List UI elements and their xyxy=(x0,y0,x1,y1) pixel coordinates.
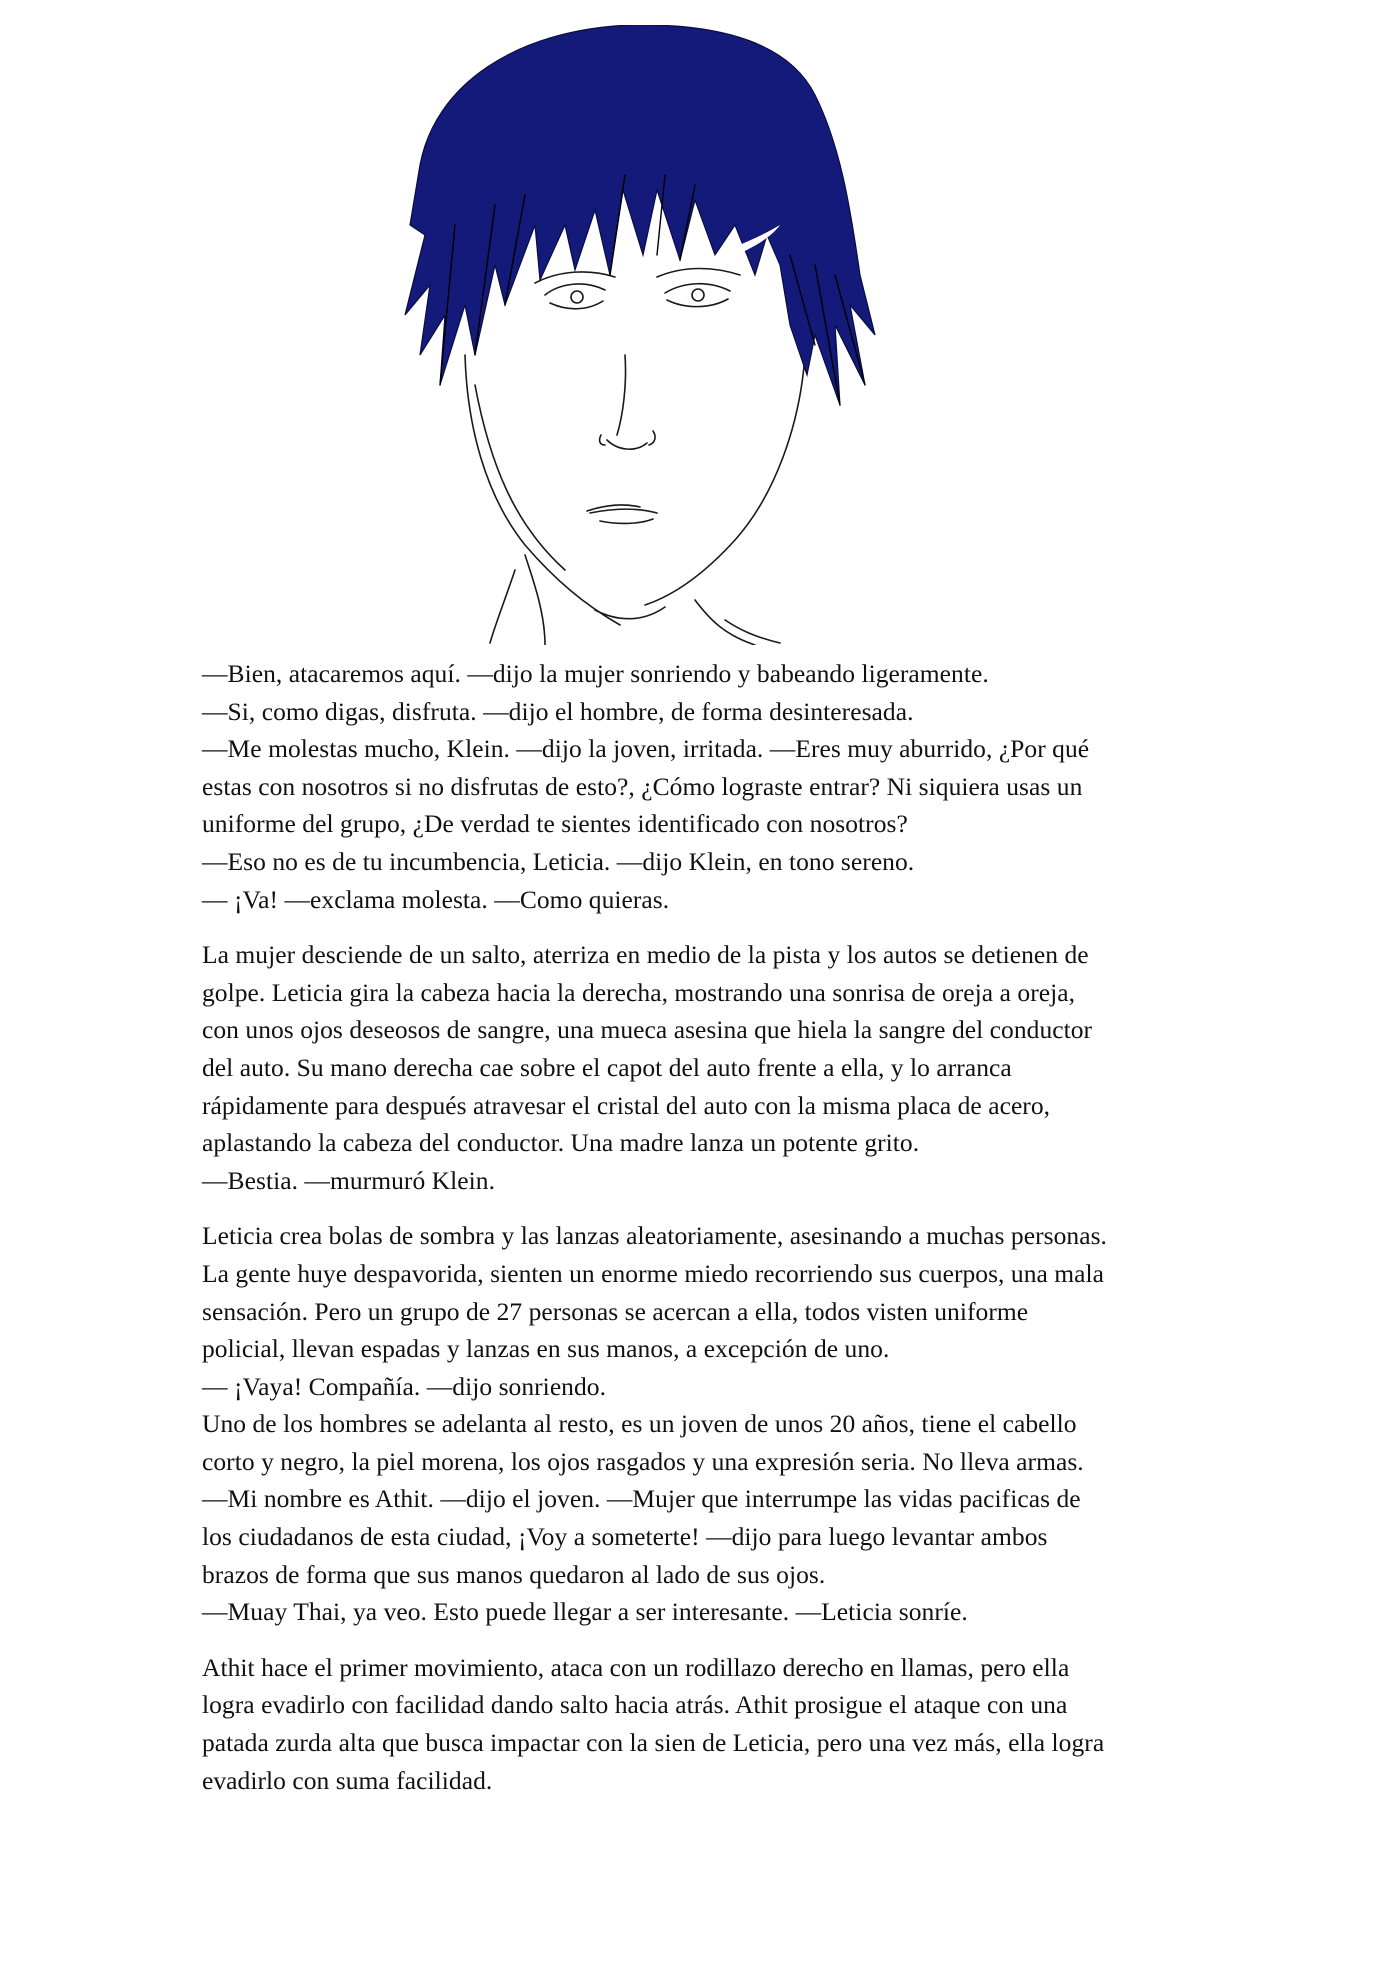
text-line: La gente huye despavorida, sienten un enorme miedo recorriendo sus cuerpos, una mala xyxy=(202,1258,1105,1288)
text-line: aplastando la cabeza del conductor. Una madre lanza un potente grito. xyxy=(202,1128,920,1158)
text-line: — ¡Va! —exclama molesta. —Como quieras. xyxy=(202,884,670,914)
text-line: patada zurda alta que busca impactar con la sien de Leticia, pero una vez más, ella logra xyxy=(202,1728,1105,1758)
text-line: — ¡Vaya! Compañía. —dijo sonriendo. xyxy=(202,1371,607,1401)
face-lines xyxy=(465,269,805,646)
text-line: Athit hace el primer movimiento, ataca con un rodillazo derecho en llamas, pero ella xyxy=(202,1652,1070,1682)
text-line: —Si, como digas, disfruta. —dijo el hombre, de forma desinteresada. xyxy=(202,696,914,726)
text-line: uniforme del grupo, ¿De verdad te sientes identificado con nosotros? xyxy=(202,809,908,839)
text-line: —Bestia. —murmuró Klein. xyxy=(202,1165,495,1195)
paragraph xyxy=(202,936,1212,1199)
text-line: del auto. Su mano derecha cae sobre el capot del auto frente a ella, y lo arranca xyxy=(202,1052,1012,1082)
text-line: policial, llevan espadas y lanzas en sus manos, a excepción de uno. xyxy=(202,1334,890,1364)
text-line: rápidamente para después atravesar el cristal del auto con la misma placa de acero, xyxy=(202,1090,1051,1120)
text-line: golpe. Leticia gira la cabeza hacia la derecha, mostrando una sonrisa de oreja a oreja, xyxy=(202,977,1076,1007)
text-line: sensación. Pero un grupo de 27 personas se acercan a ella, todos visten uniforme xyxy=(202,1296,1029,1326)
hair-shape xyxy=(405,25,875,405)
text-line: corto y negro, la piel morena, los ojos rasgados y una expresión seria. No lleva armas. xyxy=(202,1446,1084,1476)
paragraph xyxy=(202,1649,1212,1799)
text-line: logra evadirlo con facilidad dando salto hacia atrás. Athit prosigue el ataque con una xyxy=(202,1690,1068,1720)
portrait-illustration xyxy=(395,25,965,645)
story-text xyxy=(202,655,1212,1817)
text-line: los ciudadanos de esta ciudad, ¡Voy a someterte! —dijo para luego levantar ambos xyxy=(202,1522,1048,1552)
paragraph xyxy=(202,1217,1212,1631)
text-line: brazos de forma que sus manos quedaron al lado de sus ojos. xyxy=(202,1559,826,1589)
text-line: —Muay Thai, ya veo. Esto puede llegar a ser interesante. —Leticia sonríe. xyxy=(202,1597,968,1627)
text-line: —Eso no es de tu incumbencia, Leticia. —dijo Klein, en tono sereno. xyxy=(202,846,915,876)
text-line: estas con nosotros si no disfrutas de esto?, ¿Cómo lograste entrar? Ni siquiera usas un xyxy=(202,771,1083,801)
text-line: —Mi nombre es Athit. —dijo el joven. —Mujer que interrumpe las vidas pacificas de xyxy=(202,1484,1081,1514)
paragraph xyxy=(202,655,1212,918)
text-line: Leticia crea bolas de sombra y las lanzas aleatoriamente, asesinando a muchas personas. xyxy=(202,1221,1107,1251)
text-line: La mujer desciende de un salto, aterriza en medio de la pista y los autos se detienen de xyxy=(202,940,1089,970)
text-line: Uno de los hombres se adelanta al resto, es un joven de unos 20 años, tiene el cabello xyxy=(202,1409,1077,1439)
text-line: evadirlo con suma facilidad. xyxy=(202,1765,493,1795)
text-line: con unos ojos deseosos de sangre, una mueca asesina que hiela la sangre del conductor xyxy=(202,1015,1093,1045)
text-line: —Me molestas mucho, Klein. —dijo la joven, irritada. —Eres muy aburrido, ¿Por qué xyxy=(202,734,1090,764)
text-line: —Bien, atacaremos aquí. —dijo la mujer sonriendo y babeando ligeramente. xyxy=(202,659,989,688)
